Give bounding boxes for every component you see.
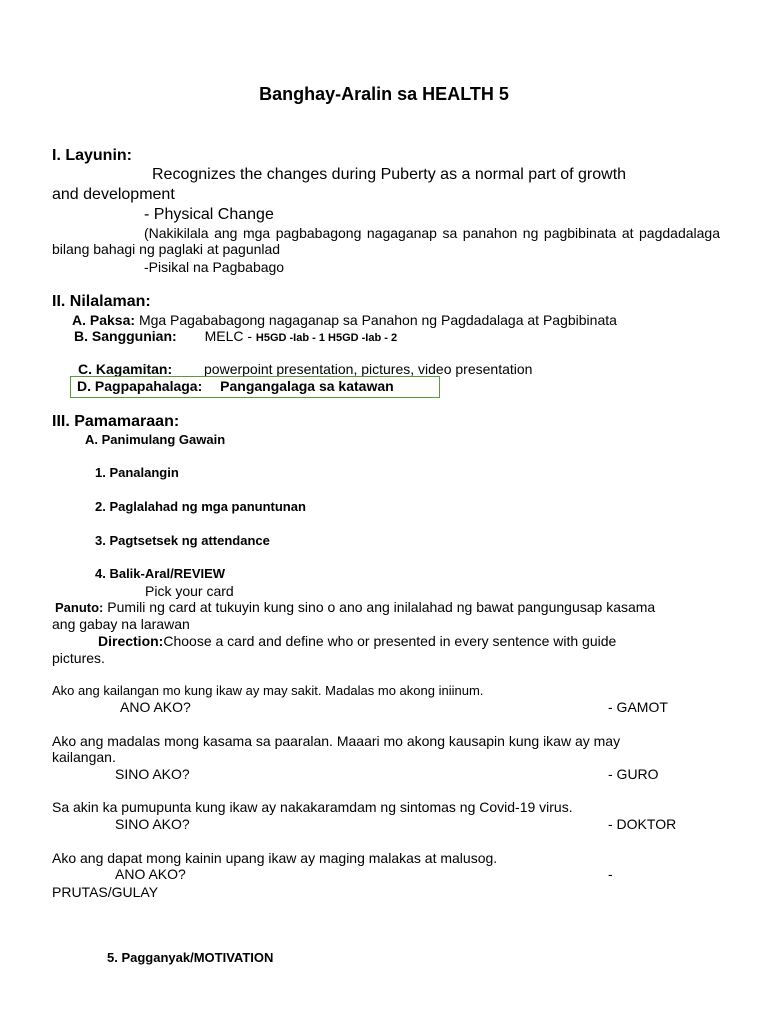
riddle-4-answer: -	[608, 866, 613, 882]
direction-label: Direction:	[98, 633, 164, 649]
riddle-4-text: Ako ang dapat mong kainin upang ikaw ay maging malakas at malusog.	[52, 850, 498, 866]
riddle-1-answer: - GAMOT	[608, 699, 668, 715]
paksa-row	[72, 312, 617, 328]
riddle-1-question: ANO AKO?	[120, 699, 191, 715]
objective-line1: Recognizes the changes during Puberty as a normal part of growth	[152, 166, 627, 183]
sanggunian-row	[74, 328, 397, 344]
motivation-step: 5. Pagganyak/MOTIVATION	[107, 950, 274, 965]
kagamitan-row	[78, 361, 532, 377]
panuto-line1	[55, 599, 655, 615]
layunin-heading: I. Layunin:	[52, 147, 132, 164]
panuto-line2: ang gabay na larawan	[52, 616, 190, 632]
tagalog-objective: (Nakikilala ang mga pagbabagong nagaganap sa panahon ng pagbibinata at pagdadalaga bilang bahagi ng paglaki at pagunlad	[52, 225, 720, 257]
riddle-4-question: ANO AKO?	[115, 866, 186, 882]
riddle-3-answer: - DOKTOR	[608, 816, 677, 832]
direction-line2: pictures.	[52, 650, 105, 666]
direction-text1: Choose a card and define who or presented in every sentence with guide	[163, 633, 617, 649]
riddle-2-text-cont: kailangan.	[52, 749, 116, 765]
riddle-3-question: SINO AKO?	[115, 816, 190, 832]
sanggunian-code: H5GD -Iab - 1 H5GD -Iab - 2	[255, 332, 398, 344]
nilalaman-heading: II. Nilalaman:	[52, 293, 151, 310]
page-title: Banghay-Aralin sa HEALTH 5	[259, 84, 509, 104]
pagpapahalaga-box	[70, 376, 440, 398]
paksa-label: A. Paksa:	[72, 312, 136, 328]
paksa-value: Mga Pagababagong nagaganap sa Panahon ng Pagdadalaga at Pagbibinata	[138, 312, 617, 328]
step-3: 3. Pagtsetsek ng attendance	[95, 533, 270, 548]
riddle-3-text: Sa akin ka pumupunta kung ikaw ay nakakaramdam ng sintomas ng Covid-19 virus.	[52, 799, 573, 815]
pagpapahalaga-label: D. Pagpapahalaga:	[77, 378, 203, 394]
pisikal-line: -Pisikal na Pagbabago	[144, 259, 285, 275]
pamamaraan-heading: III. Pamamaraan:	[52, 413, 180, 430]
physical-change: - Physical Change	[144, 206, 274, 223]
riddle-1-text: Ako ang kailangan mo kung ikaw ay may sakit. Madalas mo akong iniinum.	[52, 683, 484, 698]
sanggunian-label: B. Sanggunian:	[74, 328, 177, 344]
panuto-label: Panuto:	[55, 600, 104, 615]
panuto-text1: Pumili ng card at tukuyin kung sino o ano ang inilalahad ng bawat pangungusap kasama	[107, 599, 656, 615]
riddle-2-text: Ako ang madalas mong kasama sa paaralan. Maaari mo akong kausapin kung ikaw ay may	[52, 733, 621, 749]
pick-card: Pick your card	[145, 583, 234, 599]
sanggunian-value: MELC -	[204, 328, 253, 344]
riddle-2-question: SINO AKO?	[115, 766, 190, 782]
direction-line1	[98, 633, 616, 649]
kagamitan-label: C. Kagamitan:	[78, 361, 173, 377]
kagamitan-value: powerpoint presentation, pictures, video presentation	[204, 361, 533, 377]
pagpapahalaga-value: Pangangalaga sa katawan	[220, 378, 394, 394]
objective-line2: and development	[52, 186, 175, 203]
step-2: 2. Paglalahad ng mga panuntunan	[95, 499, 306, 514]
pagpapahalaga-row	[77, 378, 394, 394]
step-1: 1. Panalangin	[95, 465, 179, 480]
riddle-4-answer-cont: PRUTAS/GULAY	[52, 884, 159, 900]
riddle-2-answer: - GURO	[608, 766, 659, 782]
panimulang-gawain: A. Panimulang Gawain	[85, 432, 226, 447]
step-4: 4. Balik-Aral/REVIEW	[95, 566, 226, 581]
